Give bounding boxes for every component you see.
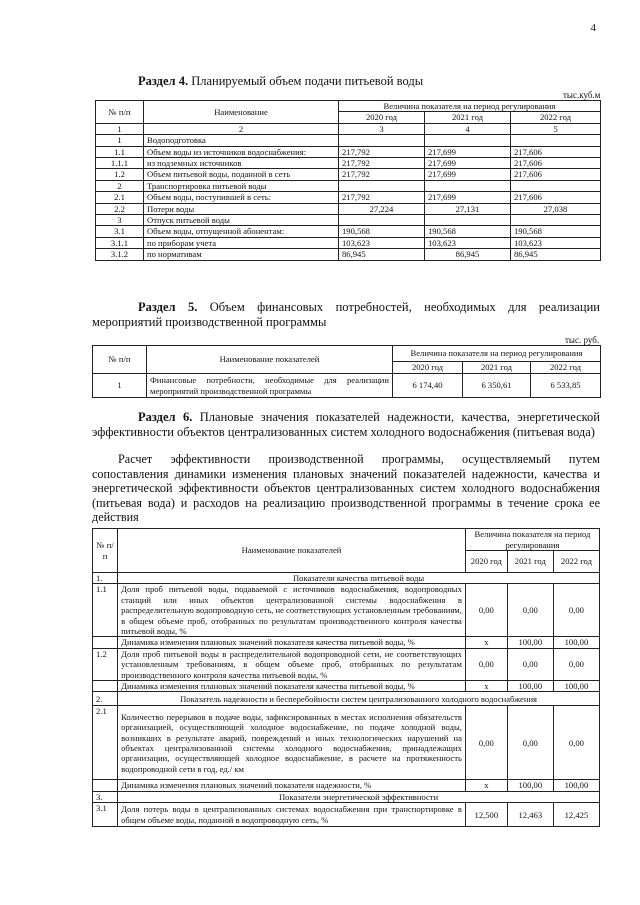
row-num: 3.1: [93, 803, 118, 827]
section4-unit: тыс.куб.м: [563, 90, 601, 100]
row-name: Доля потерь воды в централизованных системах водоснабжения при транспортировке в общем объеме воды, поданной в водопроводную сеть, %: [118, 803, 466, 827]
year-header: 2022 год: [531, 362, 601, 374]
row-name: по приборам учета: [144, 237, 339, 248]
col-num-header: № п/п: [93, 529, 118, 573]
table-row: [93, 584, 600, 637]
row-name: Динамика изменения плановых значений показателя качества питьевой воды, %: [118, 681, 466, 692]
group-num: 1.: [93, 573, 118, 584]
dynamics-row: [93, 780, 600, 791]
row-value: 103,623: [425, 237, 511, 248]
row-value: 6 350,61: [463, 374, 531, 398]
section4-heading: [138, 74, 423, 89]
row-value: 0,00: [507, 706, 553, 780]
section6-heading: [92, 410, 600, 440]
col-number: 1: [96, 123, 144, 134]
row-value: 217,606: [511, 158, 601, 169]
section6-paragraph: Расчет эффективности производственной программы, осуществляемый путем сопоставления динамики изменения плановых значений показателей надежности, качества и энергетической эффективности объектов централизованных систем холодного водоснабжения (питьевая вода) и расходов на реализацию производственной программы в течение срока ее действия: [92, 452, 600, 525]
row-value: 12,463: [507, 803, 553, 827]
indicators-table: [92, 528, 600, 827]
row-name: Финансовые потребности, необходимые для реализации мероприятий производственной программы: [147, 374, 393, 398]
row-value: 0,00: [507, 584, 553, 637]
row-name: Водоподготовка: [144, 135, 339, 146]
row-value: [511, 135, 601, 146]
table-row: [93, 648, 600, 680]
row-value: 103,623: [511, 237, 601, 248]
row-value: 100,00: [507, 780, 553, 791]
table-row: [93, 706, 600, 780]
row-name: Объем воды, поступившей в сеть:: [144, 192, 339, 203]
dynamics-row: [93, 637, 600, 648]
row-name: Отпуск питьевой воды: [144, 215, 339, 226]
row-value: 6 174,40: [393, 374, 463, 398]
col-num-header: № п/п: [96, 101, 144, 124]
year-header: 2020 год: [465, 551, 507, 573]
row-value: 27,224: [339, 203, 425, 214]
row-value: 27,131: [425, 203, 511, 214]
table-row: [96, 135, 601, 146]
table-row: [96, 180, 601, 191]
row-num: [93, 681, 118, 692]
group-title: Показатель надежности и бесперебойности систем централизованного холодного водоснабжения: [118, 692, 600, 706]
dynamics-row: [93, 681, 600, 692]
table-row: [96, 215, 601, 226]
row-value: 27,038: [511, 203, 601, 214]
row-value: 100,00: [553, 780, 599, 791]
row-num: 1: [96, 135, 144, 146]
row-num: 1.2: [96, 169, 144, 180]
row-num: 3.1.1: [96, 237, 144, 248]
section5-unit: тыс. руб.: [565, 335, 600, 345]
group-row: [93, 791, 600, 802]
row-value: 0,00: [465, 648, 507, 680]
row-name: Объем воды, отпущенной абонентам:: [144, 226, 339, 237]
row-num: 2.2: [96, 203, 144, 214]
row-value: 103,623: [339, 237, 425, 248]
table-row: [96, 203, 601, 214]
year-header: 2021 год: [425, 112, 511, 123]
section6-heading-bold: Раздел 6.: [138, 410, 193, 424]
year-header: 2021 год: [507, 551, 553, 573]
row-value: х: [465, 780, 507, 791]
group-num: 2.: [93, 692, 118, 706]
row-value: 0,00: [465, 706, 507, 780]
col-name-header: Наименование: [144, 101, 339, 124]
table-row: [96, 249, 601, 260]
row-value: 0,00: [553, 648, 599, 680]
row-value: 217,792: [339, 158, 425, 169]
group-row: [93, 573, 600, 584]
row-name: из подземных источников: [144, 158, 339, 169]
group-title: Показатели энергетической эффективности: [118, 791, 600, 802]
col-number: 4: [425, 123, 511, 134]
row-value: 86,945: [511, 249, 601, 260]
row-num: 1.2: [93, 648, 118, 680]
row-value: 86,945: [425, 249, 511, 260]
table-row: [96, 226, 601, 237]
row-value: 217,792: [339, 192, 425, 203]
row-value: 100,00: [553, 681, 599, 692]
row-value: [339, 215, 425, 226]
row-num: 3.1: [96, 226, 144, 237]
row-num: 2.1: [96, 192, 144, 203]
row-value: 6 533,85: [531, 374, 601, 398]
row-name: Потери воды: [144, 203, 339, 214]
col-number: 5: [511, 123, 601, 134]
row-value: 217,792: [339, 146, 425, 157]
row-value: 190,568: [511, 226, 601, 237]
row-num: 1.1: [96, 146, 144, 157]
section5-heading: [92, 300, 600, 330]
col-group-header: Величина показателя на период регулирования: [393, 346, 601, 362]
row-num: 3.1.2: [96, 249, 144, 260]
row-value: х: [465, 681, 507, 692]
table-row: [96, 192, 601, 203]
row-num: 3: [96, 215, 144, 226]
table-row: [96, 146, 601, 157]
row-name: по нормативам: [144, 249, 339, 260]
col-name-header: Наименование показателей: [118, 529, 466, 573]
row-value: 217,606: [511, 169, 601, 180]
row-value: 0,00: [553, 584, 599, 637]
row-value: 100,00: [553, 637, 599, 648]
table-row: [96, 158, 601, 169]
row-value: [511, 180, 601, 191]
table-row: [93, 803, 600, 827]
year-header: 2021 год: [463, 362, 531, 374]
col-num-header: № п/п: [93, 346, 147, 374]
row-value: 217,606: [511, 146, 601, 157]
row-value: 190,568: [339, 226, 425, 237]
row-value: 217,699: [425, 169, 511, 180]
row-name: Доля проб питьевой воды, подаваемой с источников водоснабжения, водопроводных станций или иных объектов централизованной системы водоснабжения в распределительную водопроводную сеть, не соответствующих установленным требованиям, в общем объеме проб, отобранных по результатам производственного контроля качества питьевой воды, %: [118, 584, 466, 637]
group-row: [93, 692, 600, 706]
year-header: 2020 год: [393, 362, 463, 374]
year-header: 2022 год: [511, 112, 601, 123]
section4-heading-text: Планируемый объем подачи питьевой воды: [188, 74, 424, 88]
row-name: Транспортировка питьевой воды: [144, 180, 339, 191]
row-name: Динамика изменения плановых значений показателя надежности, %: [118, 780, 466, 791]
row-value: 12,500: [465, 803, 507, 827]
row-num: [93, 780, 118, 791]
row-value: 217,792: [339, 169, 425, 180]
row-value: 100,00: [507, 637, 553, 648]
section4-heading-bold: Раздел 4.: [138, 74, 189, 88]
col-number: 2: [144, 123, 339, 134]
col-number: 3: [339, 123, 425, 134]
section6-heading-text: Плановые значения показателей надежности, качества, энергетической эффективности объектов централизованных систем холодного водоснабжения (питьевая вода): [92, 410, 600, 439]
row-value: 217,606: [511, 192, 601, 203]
row-value: [511, 215, 601, 226]
col-group-header: Величина показателя на период регулирования: [339, 101, 601, 112]
table-row: [93, 374, 601, 398]
row-name: Количество перерывов в подаче воды, зафиксированных в местах исполнения обязательств организацией, осуществляющей холодное водоснабжение, по подаче холодной воды, возникших в результате аварий, повреждений и иных технологических нарушений на объектах централизованной системы холодного водоснабжения, принадлежащих организации, осуществляющей холодное водоснабжение, в расчете на протяженность водопроводной сети в год, ед./ км: [118, 706, 466, 780]
row-value: 100,00: [507, 681, 553, 692]
row-name: Объем питьевой воды, поданной в сеть: [144, 169, 339, 180]
col-name-header: Наименование показателей: [147, 346, 393, 374]
row-value: х: [465, 637, 507, 648]
year-header: 2020 год: [339, 112, 425, 123]
row-name: Объем воды из источников водоснабжения:: [144, 146, 339, 157]
row-value: 190,568: [425, 226, 511, 237]
row-value: 12,425: [553, 803, 599, 827]
row-num: 2: [96, 180, 144, 191]
year-header: 2022 год: [553, 551, 599, 573]
row-num: 1.1: [93, 584, 118, 637]
row-name: Доля проб питьевой воды в распределительной водопроводной сети, не соответствующих установленным требованиям, в общем объеме проб, отобранных по результатам производственного контроля качества питьевой воды, %: [118, 648, 466, 680]
row-value: [425, 180, 511, 191]
row-value: 0,00: [553, 706, 599, 780]
row-value: 86,945: [339, 249, 425, 260]
row-value: [425, 215, 511, 226]
col-group-header: Величина показателя на период регулирования: [465, 529, 599, 551]
row-name: Динамика изменения плановых значений показателя качества питьевой воды, %: [118, 637, 466, 648]
row-num: 2.1: [93, 706, 118, 780]
row-value: 0,00: [507, 648, 553, 680]
section5-heading-text: Объем финансовых потребностей, необходимых для реализации мероприятий производственной программы: [92, 300, 600, 329]
finance-table: [92, 345, 601, 398]
row-num: 1.1.1: [96, 158, 144, 169]
section5-heading-bold: Раздел 5.: [138, 300, 198, 314]
table-row: [96, 169, 601, 180]
row-value: 0,00: [465, 584, 507, 637]
table-row: [96, 237, 601, 248]
volume-table: [95, 100, 601, 261]
row-value: [339, 135, 425, 146]
row-value: 217,699: [425, 192, 511, 203]
row-num: [93, 637, 118, 648]
page-number: 4: [590, 22, 596, 34]
group-num: 3.: [93, 791, 118, 802]
row-value: [339, 180, 425, 191]
row-num: 1: [93, 374, 147, 398]
row-value: 217,699: [425, 158, 511, 169]
row-value: [425, 135, 511, 146]
row-value: 217,699: [425, 146, 511, 157]
group-title: Показатели качества питьевой воды: [118, 573, 600, 584]
